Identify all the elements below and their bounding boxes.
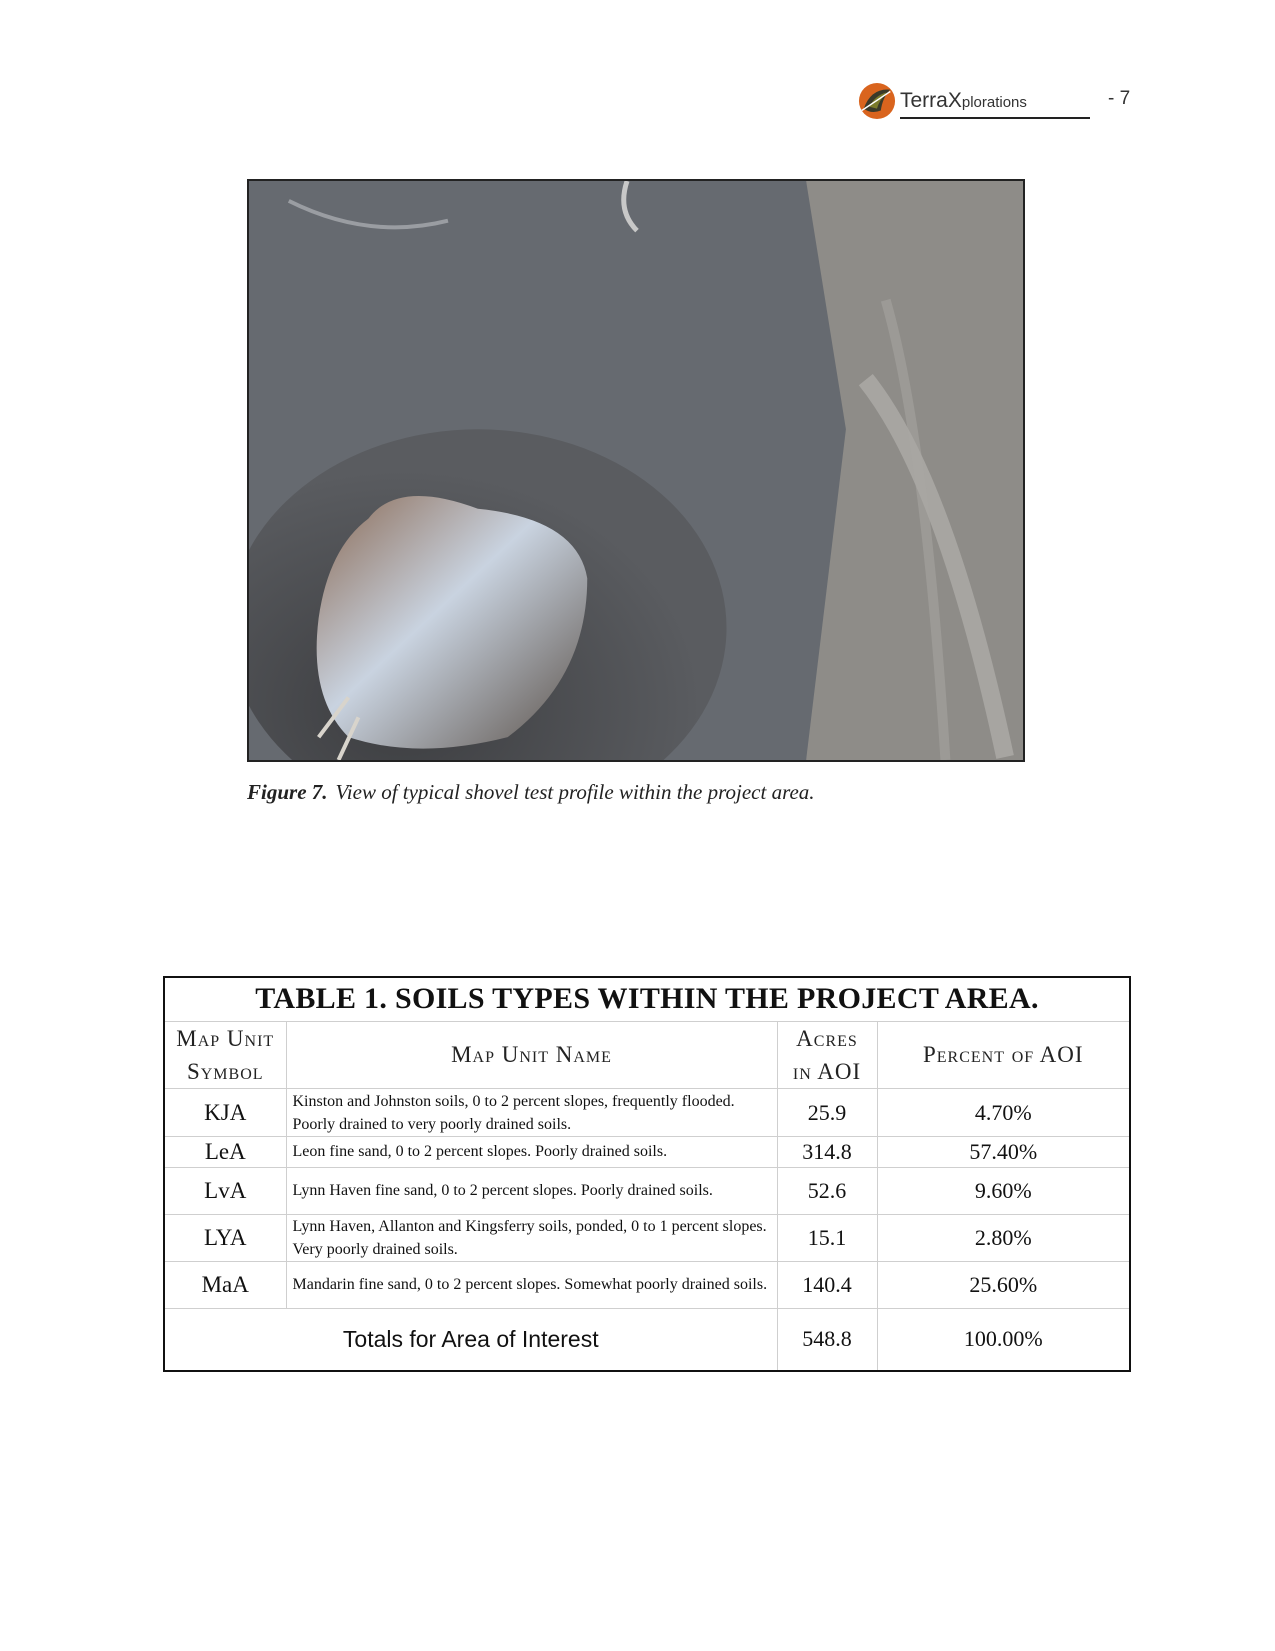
row-name: Lynn Haven, Allanton and Kingsferry soils, ponded, 0 to 1 percent slopes. Very poorly drained soils. (286, 1214, 777, 1262)
row-acres: 15.1 (777, 1214, 877, 1262)
totals-row (164, 1308, 1130, 1371)
page-number: - 7 (1108, 88, 1131, 109)
figure-caption (247, 780, 815, 805)
row-percent: 25.60% (877, 1262, 1130, 1309)
table-row (164, 1214, 1130, 1262)
totals-percent: 100.00% (877, 1308, 1130, 1371)
soils-table (163, 976, 1131, 1372)
row-symbol: LvA (164, 1168, 286, 1215)
table-row (164, 1262, 1130, 1309)
figure-caption-text: View of typical shovel test profile within the project area. (335, 780, 815, 804)
row-name: Kinston and Johnston soils, 0 to 2 percent slopes, frequently flooded. Poorly drained to very poorly drained soils. (286, 1089, 777, 1137)
table-title: TABLE 1. SOILS TYPES WITHIN THE PROJECT AREA. (164, 977, 1130, 1021)
row-name: Leon fine sand, 0 to 2 percent slopes. Poorly drained soils. (286, 1136, 777, 1167)
row-acres: 25.9 (777, 1089, 877, 1137)
row-symbol: LYA (164, 1214, 286, 1262)
row-name: Mandarin fine sand, 0 to 2 percent slopes. Somewhat poorly drained soils. (286, 1262, 777, 1309)
row-percent: 9.60% (877, 1168, 1130, 1215)
row-symbol: LeA (164, 1136, 286, 1167)
row-percent: 57.40% (877, 1136, 1130, 1167)
row-symbol: MaA (164, 1262, 286, 1309)
header-acres-in-aoi: Acres in AOI (777, 1021, 877, 1089)
row-acres: 314.8 (777, 1136, 877, 1167)
header-map-unit-name: Map Unit Name (286, 1021, 777, 1089)
figure-label: Figure 7. (247, 780, 328, 804)
table-row (164, 1136, 1130, 1167)
header-percent-of-aoi: Percent of AOI (877, 1021, 1130, 1089)
table-row (164, 1089, 1130, 1137)
totals-label: Totals for Area of Interest (164, 1308, 777, 1371)
brand-name: TerraXplorations (900, 87, 1090, 119)
row-acres: 140.4 (777, 1262, 877, 1309)
totals-acres: 548.8 (777, 1308, 877, 1371)
row-name: Lynn Haven fine sand, 0 to 2 percent slopes. Poorly drained soils. (286, 1168, 777, 1215)
table-row (164, 1168, 1130, 1215)
row-symbol: KJA (164, 1089, 286, 1137)
header-map-unit-symbol: Map Unit Symbol (164, 1021, 286, 1089)
row-acres: 52.6 (777, 1168, 877, 1215)
row-percent: 4.70% (877, 1089, 1130, 1137)
terraxplorations-logo-icon (858, 82, 896, 120)
row-percent: 2.80% (877, 1214, 1130, 1262)
shovel-test-photo (247, 179, 1025, 762)
